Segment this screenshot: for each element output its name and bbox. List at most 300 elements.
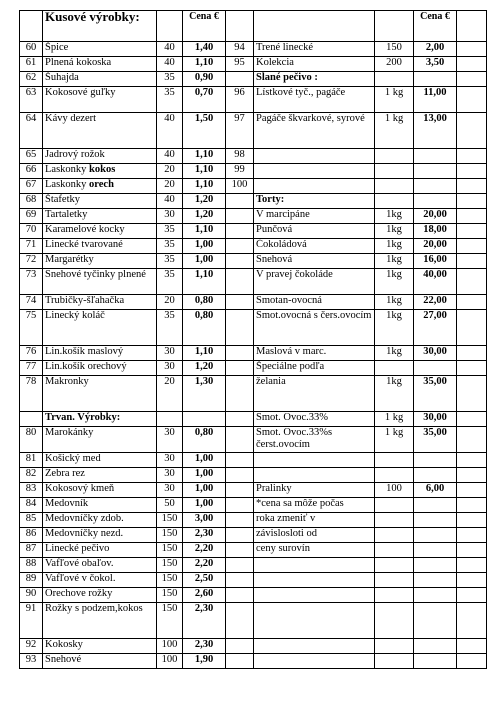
item-name	[43, 87, 157, 113]
item-number: 86	[20, 528, 43, 543]
right-item-price: 20,00	[414, 239, 457, 254]
item-name	[43, 310, 157, 346]
item-name	[43, 483, 157, 498]
right-item-quantity: 1kg	[375, 346, 414, 361]
right-item-number	[226, 427, 254, 453]
item-price: 1,10	[183, 149, 226, 164]
item-number: 81	[20, 453, 43, 468]
right-item-number	[226, 588, 254, 603]
right-item-name	[254, 179, 375, 194]
right-item-quantity: 1 kg	[375, 87, 414, 113]
right-item-quantity	[375, 453, 414, 468]
right-item-number: 97	[226, 113, 254, 149]
right-item-price: 11,00	[414, 87, 457, 113]
item-number: 69	[20, 209, 43, 224]
table-row	[20, 113, 487, 149]
item-name	[43, 588, 157, 603]
table-row	[20, 543, 487, 558]
item-quantity: 50	[157, 498, 183, 513]
header-qty-cell	[157, 11, 183, 42]
right-item-number: 98	[226, 149, 254, 164]
item-price: 1,20	[183, 209, 226, 224]
item-name	[43, 179, 157, 194]
right-extra-cell	[457, 113, 487, 149]
right-item-price: 27,00	[414, 310, 457, 346]
item-number: 90	[20, 588, 43, 603]
right-item-quantity	[375, 654, 414, 669]
item-name-text: Linecký koláč	[45, 310, 105, 321]
item-quantity: 100	[157, 654, 183, 669]
item-quantity: 20	[157, 164, 183, 179]
right-item-name: Smot.ovocná s čers.ovocím	[254, 310, 375, 346]
item-number: 70	[20, 224, 43, 239]
item-quantity: 35	[157, 72, 183, 87]
right-item-number	[226, 528, 254, 543]
right-item-price	[414, 513, 457, 528]
right-extra-cell	[457, 483, 487, 498]
item-name	[43, 513, 157, 528]
item-quantity: 150	[157, 558, 183, 573]
item-quantity: 30	[157, 209, 183, 224]
item-quantity: 30	[157, 427, 183, 453]
item-name	[43, 209, 157, 224]
item-quantity: 40	[157, 42, 183, 57]
item-number: 73	[20, 269, 43, 295]
right-item-quantity: 150	[375, 42, 414, 57]
right-item-name: Maslová v marc.	[254, 346, 375, 361]
table-row	[20, 149, 487, 164]
right-item-name	[254, 654, 375, 669]
item-name	[43, 654, 157, 669]
right-extra-cell	[457, 57, 487, 72]
item-quantity: 30	[157, 346, 183, 361]
table-row	[20, 498, 487, 513]
item-name-text: Snehové	[45, 654, 82, 665]
item-price	[183, 412, 226, 427]
item-price: 1,10	[183, 179, 226, 194]
right-item-number	[226, 513, 254, 528]
item-quantity: 35	[157, 224, 183, 239]
header-row	[20, 11, 487, 42]
item-quantity: 35	[157, 239, 183, 254]
right-item-price: 30,00	[414, 412, 457, 427]
right-item-quantity	[375, 164, 414, 179]
item-quantity: 150	[157, 528, 183, 543]
item-quantity: 100	[157, 639, 183, 654]
item-price: 1,00	[183, 239, 226, 254]
header-num-cell	[20, 11, 43, 42]
item-name	[43, 72, 157, 87]
item-quantity: 150	[157, 573, 183, 588]
right-item-price	[414, 603, 457, 639]
right-item-number	[226, 412, 254, 427]
right-item-quantity: 1 kg	[375, 427, 414, 453]
right-extra-cell	[457, 513, 487, 528]
table-row	[20, 87, 487, 113]
item-price: 1,40	[183, 42, 226, 57]
item-name	[43, 113, 157, 149]
item-quantity: 35	[157, 254, 183, 269]
right-item-quantity	[375, 588, 414, 603]
item-number: 74	[20, 295, 43, 310]
right-item-name: Punčová	[254, 224, 375, 239]
right-item-quantity	[375, 194, 414, 209]
item-name-text: Rožky s podzem,kokos	[45, 603, 143, 614]
right-item-name: Pralinky	[254, 483, 375, 498]
right-item-price	[414, 588, 457, 603]
right-item-price	[414, 179, 457, 194]
table-row	[20, 269, 487, 295]
right-item-quantity: 1kg	[375, 224, 414, 239]
right-extra-cell	[457, 573, 487, 588]
right-item-name: Smotan-ovocná	[254, 295, 375, 310]
right-item-name: Pagáče škvarkové, syrové	[254, 113, 375, 149]
item-number: 63	[20, 87, 43, 113]
right-item-price	[414, 361, 457, 376]
right-item-quantity	[375, 603, 414, 639]
item-price: 0,80	[183, 310, 226, 346]
right-item-name	[254, 164, 375, 179]
item-number: 85	[20, 513, 43, 528]
right-item-quantity	[375, 543, 414, 558]
item-number: 77	[20, 361, 43, 376]
right-extra-cell	[457, 269, 487, 295]
right-item-quantity	[375, 513, 414, 528]
right-item-quantity	[375, 639, 414, 654]
item-price: 2,60	[183, 588, 226, 603]
header-extra-cell	[457, 11, 487, 42]
right-item-quantity: 200	[375, 57, 414, 72]
right-extra-cell	[457, 528, 487, 543]
right-item-name: Torty:	[254, 194, 375, 209]
item-price: 1,00	[183, 453, 226, 468]
right-item-name	[254, 573, 375, 588]
item-quantity	[157, 412, 183, 427]
item-name-text: Kokosky	[45, 639, 83, 650]
right-extra-cell	[457, 453, 487, 468]
item-price: 2,20	[183, 543, 226, 558]
right-item-name: V marcipáne	[254, 209, 375, 224]
item-name	[43, 468, 157, 483]
header-right-num-cell	[226, 11, 254, 42]
right-item-quantity	[375, 179, 414, 194]
item-quantity: 150	[157, 543, 183, 558]
item-name	[43, 295, 157, 310]
item-name-text: Laskonky	[45, 179, 90, 190]
item-quantity: 40	[157, 113, 183, 149]
item-number: 65	[20, 149, 43, 164]
table-row	[20, 254, 487, 269]
right-extra-cell	[457, 468, 487, 483]
right-extra-cell	[457, 558, 487, 573]
right-item-price	[414, 573, 457, 588]
table-row	[20, 603, 487, 639]
right-item-quantity	[375, 558, 414, 573]
item-quantity: 20	[157, 376, 183, 412]
item-quantity: 150	[157, 603, 183, 639]
item-price: 1,00	[183, 483, 226, 498]
item-name-text: Trubičky-šľahačka	[45, 295, 125, 306]
item-name	[43, 269, 157, 295]
item-price: 1,10	[183, 224, 226, 239]
table-row	[20, 179, 487, 194]
item-name	[43, 558, 157, 573]
item-name	[43, 239, 157, 254]
item-number: 71	[20, 239, 43, 254]
right-item-quantity	[375, 573, 414, 588]
item-number: 68	[20, 194, 43, 209]
item-name	[43, 224, 157, 239]
item-price: 2,30	[183, 603, 226, 639]
right-item-quantity	[375, 361, 414, 376]
item-price: 2,30	[183, 639, 226, 654]
item-name-text: Špice	[45, 42, 69, 53]
right-item-quantity: 1 kg	[375, 412, 414, 427]
right-item-name	[254, 149, 375, 164]
item-price: 1,50	[183, 113, 226, 149]
item-price: 1,90	[183, 654, 226, 669]
item-price: 1,00	[183, 254, 226, 269]
right-item-price: 20,00	[414, 209, 457, 224]
right-item-number	[226, 295, 254, 310]
right-item-price	[414, 639, 457, 654]
item-name-text: Kokosový kmeň	[45, 483, 115, 494]
item-name	[43, 639, 157, 654]
right-extra-cell	[457, 239, 487, 254]
item-name	[43, 573, 157, 588]
table-row	[20, 453, 487, 468]
item-name-text: Trvan. Výrobky:	[45, 412, 121, 423]
right-item-quantity: 1kg	[375, 254, 414, 269]
item-number: 66	[20, 164, 43, 179]
right-extra-cell	[457, 543, 487, 558]
item-price: 1,00	[183, 498, 226, 513]
item-name-text: Karamelové kocky	[45, 224, 125, 235]
item-price: 1,30	[183, 376, 226, 412]
item-number: 82	[20, 468, 43, 483]
item-name-text: Linecké pečivo	[45, 543, 110, 554]
right-extra-cell	[457, 346, 487, 361]
right-item-price	[414, 528, 457, 543]
right-extra-cell	[457, 310, 487, 346]
right-item-number: 100	[226, 179, 254, 194]
item-quantity: 20	[157, 179, 183, 194]
item-price: 2,20	[183, 558, 226, 573]
right-item-price: 35,00	[414, 427, 457, 453]
right-item-number	[226, 558, 254, 573]
item-name	[43, 427, 157, 453]
right-item-name: Lístkové tyč., pagáče	[254, 87, 375, 113]
right-item-name: roka zmeniť v	[254, 513, 375, 528]
right-extra-cell	[457, 164, 487, 179]
item-number: 60	[20, 42, 43, 57]
table-row	[20, 558, 487, 573]
table-row	[20, 164, 487, 179]
table-row	[20, 209, 487, 224]
right-item-name	[254, 558, 375, 573]
right-item-name: závislosloti od	[254, 528, 375, 543]
item-number	[20, 412, 43, 427]
right-item-number	[226, 346, 254, 361]
right-extra-cell	[457, 194, 487, 209]
item-quantity: 30	[157, 453, 183, 468]
item-name-variant: kokos	[89, 164, 116, 175]
right-extra-cell	[457, 42, 487, 57]
right-item-name: Špeciálne podľa	[254, 361, 375, 376]
right-item-name: V pravej čokoláde	[254, 269, 375, 295]
table-row	[20, 57, 487, 72]
right-item-number	[226, 603, 254, 639]
item-number: 89	[20, 573, 43, 588]
right-extra-cell	[457, 412, 487, 427]
right-item-name: Čokoládová	[254, 239, 375, 254]
right-item-number: 95	[226, 57, 254, 72]
item-number: 88	[20, 558, 43, 573]
right-item-quantity	[375, 468, 414, 483]
item-price: 1,10	[183, 164, 226, 179]
item-number: 93	[20, 654, 43, 669]
item-number: 72	[20, 254, 43, 269]
right-item-name: Smot. Ovoc.33%	[254, 412, 375, 427]
item-price: 0,70	[183, 87, 226, 113]
item-number: 61	[20, 57, 43, 72]
right-item-price	[414, 194, 457, 209]
item-name-text: Vafľové obaľov.	[45, 558, 114, 569]
right-item-name: ceny surovín	[254, 543, 375, 558]
right-item-number	[226, 72, 254, 87]
item-price: 1,00	[183, 468, 226, 483]
right-item-price: 18,00	[414, 224, 457, 239]
right-item-name: Smot. Ovoc.33%s čerst.ovocím	[254, 427, 375, 453]
table-row	[20, 412, 487, 427]
item-name	[43, 361, 157, 376]
table-row	[20, 588, 487, 603]
right-item-number	[226, 468, 254, 483]
item-name-text: Laskonky	[45, 164, 90, 175]
right-item-quantity	[375, 498, 414, 513]
item-price: 0,90	[183, 72, 226, 87]
right-item-number	[226, 224, 254, 239]
right-extra-cell	[457, 72, 487, 87]
right-extra-cell	[457, 295, 487, 310]
item-name	[43, 453, 157, 468]
item-number: 80	[20, 427, 43, 453]
right-item-number	[226, 498, 254, 513]
right-item-name: Trené linecké	[254, 42, 375, 57]
table-row	[20, 295, 487, 310]
item-number: 84	[20, 498, 43, 513]
right-item-price: 22,00	[414, 295, 457, 310]
left-section-title: Kusové výrobky:	[43, 11, 157, 42]
item-name	[43, 42, 157, 57]
right-item-number	[226, 194, 254, 209]
right-item-quantity: 1kg	[375, 376, 414, 412]
right-item-price	[414, 453, 457, 468]
right-item-price: 16,00	[414, 254, 457, 269]
item-name-text: Jadrový rožok	[45, 149, 105, 160]
table-row	[20, 513, 487, 528]
right-item-number: 99	[226, 164, 254, 179]
right-extra-cell	[457, 427, 487, 453]
right-item-price	[414, 498, 457, 513]
item-name	[43, 164, 157, 179]
right-item-number	[226, 483, 254, 498]
item-name	[43, 543, 157, 558]
right-item-quantity: 1kg	[375, 269, 414, 295]
right-item-quantity: 1 kg	[375, 113, 414, 149]
item-name	[43, 346, 157, 361]
item-name-text: Kávy dezert	[45, 113, 97, 124]
item-quantity: 30	[157, 468, 183, 483]
item-name	[43, 254, 157, 269]
item-quantity: 40	[157, 57, 183, 72]
item-name-text: Lin.košík orechový	[45, 361, 127, 372]
item-name	[43, 603, 157, 639]
right-extra-cell	[457, 149, 487, 164]
right-item-quantity: 100	[375, 483, 414, 498]
table-row	[20, 310, 487, 346]
table-row	[20, 639, 487, 654]
right-item-quantity: 1kg	[375, 295, 414, 310]
right-extra-cell	[457, 179, 487, 194]
item-number: 87	[20, 543, 43, 558]
item-number: 75	[20, 310, 43, 346]
item-name-text: Kokosové guľky	[45, 87, 116, 98]
right-item-number	[226, 254, 254, 269]
right-item-number	[226, 639, 254, 654]
item-name-text: Štafetky	[45, 194, 80, 205]
table-row	[20, 72, 487, 87]
item-price: 0,80	[183, 295, 226, 310]
table-row	[20, 346, 487, 361]
item-name-text: Linecké tvarované	[45, 239, 123, 250]
right-item-price	[414, 558, 457, 573]
right-item-name: Slané pečivo :	[254, 72, 375, 87]
item-quantity: 30	[157, 483, 183, 498]
right-item-name	[254, 453, 375, 468]
item-name-text: Margarétky	[45, 254, 94, 265]
item-price: 1,10	[183, 269, 226, 295]
right-item-price: 35,00	[414, 376, 457, 412]
item-price: 1,10	[183, 346, 226, 361]
right-item-price	[414, 543, 457, 558]
item-number: 67	[20, 179, 43, 194]
item-name	[43, 376, 157, 412]
right-item-number	[226, 376, 254, 412]
table-row	[20, 361, 487, 376]
item-price: 1,20	[183, 194, 226, 209]
header-right-name-cell	[254, 11, 375, 42]
table-row	[20, 194, 487, 209]
right-item-price: 3,50	[414, 57, 457, 72]
right-item-number	[226, 239, 254, 254]
right-extra-cell	[457, 224, 487, 239]
item-number: 62	[20, 72, 43, 87]
item-name-text: Medovník	[45, 498, 89, 509]
right-item-price: 2,00	[414, 42, 457, 57]
item-quantity: 35	[157, 310, 183, 346]
item-name	[43, 57, 157, 72]
right-extra-cell	[457, 376, 487, 412]
right-extra-cell	[457, 498, 487, 513]
item-quantity: 150	[157, 513, 183, 528]
item-name-variant: orech	[89, 179, 114, 190]
item-quantity: 35	[157, 269, 183, 295]
table-row	[20, 42, 487, 57]
right-extra-cell	[457, 361, 487, 376]
item-number: 76	[20, 346, 43, 361]
right-item-price	[414, 149, 457, 164]
